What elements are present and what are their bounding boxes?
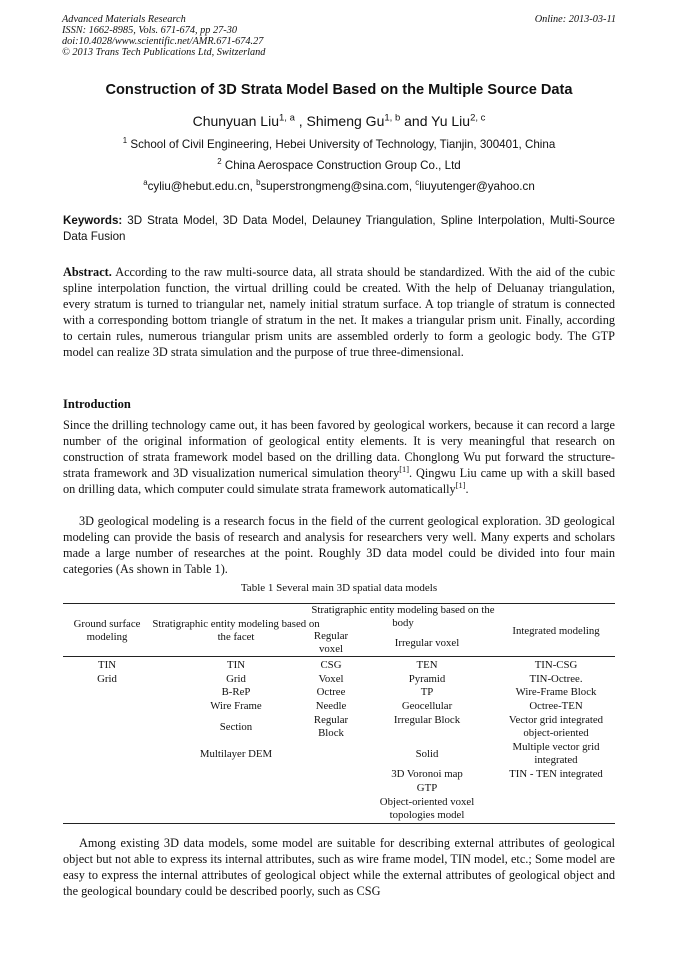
intro-paragraph-1 <box>63 417 615 497</box>
email-address: cyliu@hebut.edu.cn <box>147 180 250 193</box>
table-cell: Vector grid integrated object-oriented <box>508 714 604 739</box>
table-cell: CSG <box>320 659 342 671</box>
table-cell: B-ReP <box>221 686 251 698</box>
author-sup: 1, a <box>278 112 295 124</box>
affiliation-2 <box>40 159 638 172</box>
section-heading-introduction: Introduction <box>63 397 131 411</box>
table-header-rule <box>63 656 615 657</box>
table-cell: Multilayer DEM <box>199 748 273 760</box>
paper-title: Construction of 3D Strata Model Based on the Multiple Source Data <box>105 82 573 98</box>
abstract <box>63 264 615 360</box>
table-cell: Wire Frame <box>210 700 262 712</box>
table-cell: TEN <box>416 659 438 671</box>
intro-paragraph-2: 3D geological modeling is a research focus in the field of the current geological exploration. 3D geological modeling can provide the basis of research and analysis for researchers very well. Many experts and scholars made a large number of researches at the point. Roughly 3D data model could be divided into four main categories (As shown in Table 1). <box>63 514 615 576</box>
table-cell: TP <box>420 686 434 698</box>
copyright-line: © 2013 Trans Tech Publications Ltd, Switzerland <box>62 47 266 58</box>
affiliation-text: China Aerospace Construction Group Co., Ltd <box>224 159 461 172</box>
online-date: Online: 2013-03-11 <box>534 14 616 25</box>
author-line <box>40 113 638 129</box>
table-cell: Needle <box>315 700 347 712</box>
table-cell: GTP <box>416 782 438 794</box>
table-cell: TIN - TEN integrated <box>509 768 603 780</box>
citation: [1] <box>399 464 409 474</box>
data-models-table <box>63 600 615 824</box>
citation: [1] <box>455 480 466 490</box>
table-cell: Regular Block <box>313 714 349 739</box>
email-separator: , <box>249 180 257 193</box>
author-name: Shimeng Gu <box>306 113 385 129</box>
abstract-text: According to the raw multi-source data, all strata should be standardized. With the aid of the cubic spline interpolation function, the virtual drilling could be created. With the help of Deluanay triangulation, every stratum is turned to triangular net, namely initial stratum surface. A top triangle of stratum is connected with a corresponding bottom triangle of stratum in the net. It makes a triangular prism unit. Finally, according to certain rules, numerous triangular prism units are assembled orderly to form a geologic body. The GTP model can realize 3D strata simulation and the purpose of true three-dimensional. <box>63 265 615 359</box>
email-line <box>40 180 638 193</box>
paragraph-text: . Qingwu Liu came up with a skill based on drilling data, which computer could simulate strata framework automatically <box>63 466 615 496</box>
author-name: Yu Liu <box>431 113 471 129</box>
table-cell: Octree-TEN <box>529 700 583 712</box>
body-paragraph-3: Among existing 3D data models, some model are suitable for describing external attributes of geological object but not able to express its internal attributes, such as wire frame model, TIN model, etc.; Some model are easy to express the internal attributes of geological object while the external attributes of geological object and the geological boundary could be described poorly, such as CSG <box>63 836 615 898</box>
table-cell: Octree <box>316 686 346 698</box>
issn-line: ISSN: 1662-8985, Vols. 671-674, pp 27-30 <box>62 25 238 36</box>
table-cell: Wire-Frame Block <box>515 686 597 698</box>
email-sup: c <box>415 178 420 188</box>
table-cell: Solid <box>415 748 439 760</box>
email-address: liuyutenger@yahoo.cn <box>419 180 535 193</box>
author-separator: , <box>294 113 307 129</box>
table-cell: Geocellular <box>401 700 453 712</box>
header-body: Stratigraphic entity modeling based on the body <box>311 604 495 629</box>
header-regular-voxel: Regular voxel <box>313 630 349 655</box>
keywords <box>63 213 615 245</box>
email-separator: , <box>408 180 416 193</box>
author-sup: 2, c <box>470 112 486 124</box>
table-cell: Object-oriented voxel topologies model <box>379 796 475 821</box>
running-header <box>62 14 616 58</box>
email-sup: b <box>256 178 261 188</box>
affiliation-1 <box>40 138 638 151</box>
table-cell: TIN <box>98 659 116 671</box>
header-facet: Stratigraphic entity modeling based on the facet <box>152 618 320 643</box>
doi-line: doi:10.4028/www.scientific.net/AMR.671-674.27 <box>62 36 264 47</box>
table-cell: TIN-Octree. <box>529 673 583 685</box>
paragraph-text: Since the drilling technology came out, it has been favored by geological workers, because it can record a large number of the original information of geological entity elements. It is very meaningful that research on construction of strata framework model based on the drilling data. Chonglong Wu put forward the structure-strata framework and 3D visualization numerical simulation theory <box>63 418 615 480</box>
table-bottom-rule <box>63 823 615 824</box>
table-cell: Pyramid <box>408 673 446 685</box>
author-separator: and <box>400 113 432 129</box>
author-name: Chunyuan Liu <box>192 113 279 129</box>
journal-name: Advanced Materials Research <box>62 14 186 25</box>
table-cell: Grid <box>226 673 246 685</box>
affiliation-sup: 1 <box>122 136 128 146</box>
author-sup: 1, b <box>384 112 401 124</box>
affiliation-sup: 2 <box>217 157 222 167</box>
email-address: superstrongmeng@sina.com <box>260 180 409 193</box>
affiliation-text: School of Civil Engineering, Hebei University of Technology, Tianjin, 300401, China <box>130 138 556 151</box>
keywords-text: 3D Strata Model, 3D Data Model, Delauney Triangulation, Spline Interpolation, Multi-Source Data Fusion <box>63 214 615 243</box>
table-cell: Multiple vector grid integrated <box>512 741 600 766</box>
table-cell: 3D Voronoi map <box>391 768 463 780</box>
keywords-label: Keywords: <box>63 214 123 227</box>
table-cell: Section <box>219 721 253 733</box>
header-ground-surface: Ground surface modeling <box>73 618 141 643</box>
table-cell: TIN-CSG <box>534 659 578 671</box>
table-cell: Irregular Block <box>393 714 461 726</box>
header-irregular-voxel: Irregular voxel <box>394 637 460 649</box>
abstract-label: Abstract. <box>63 265 112 279</box>
paragraph-text: . <box>465 482 469 496</box>
table-cell: TIN <box>227 659 245 671</box>
email-sup: a <box>143 178 148 188</box>
table-caption: Table 1 Several main 3D spatial data models <box>240 582 438 594</box>
table-cell: Grid <box>97 673 117 685</box>
header-integrated: Integrated modeling <box>512 625 600 637</box>
table-cell: Voxel <box>318 673 344 685</box>
